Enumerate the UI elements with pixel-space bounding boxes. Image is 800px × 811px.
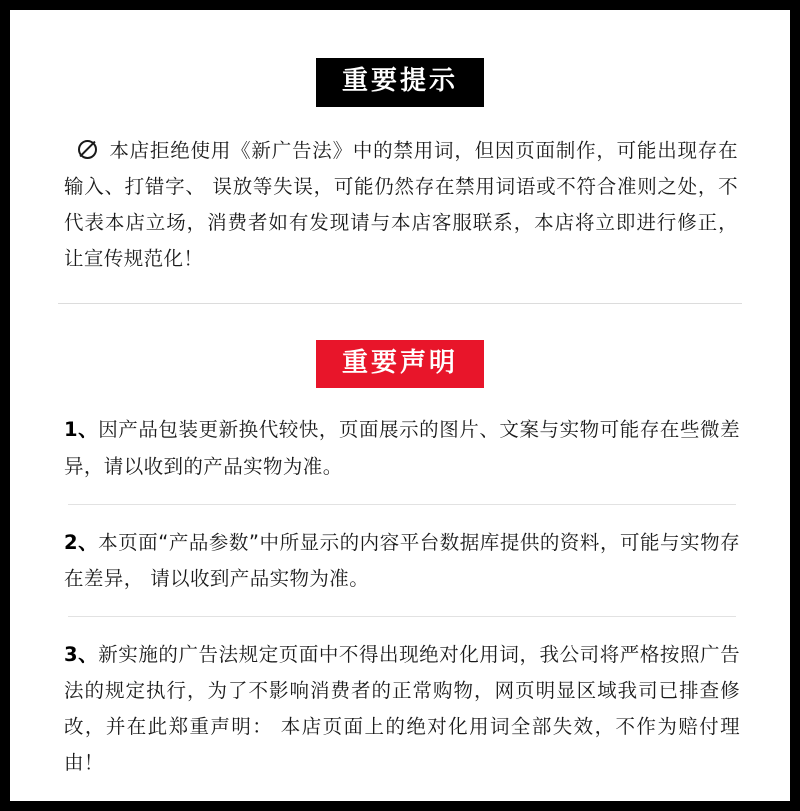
statement-list [50, 412, 750, 781]
list-item-number: 1、 [64, 418, 99, 442]
list-item-number: 2、 [64, 530, 99, 554]
list-item-text: 因产品包装更新换代较快，页面展示的图片、文案与实物可能存在些微差异，请以收到的产品实物为准。 [64, 418, 740, 478]
notice-paragraph [64, 133, 738, 277]
notice-badge-row [50, 58, 750, 107]
list-item-text: 新实施的广告法规定页面中不得出现绝对化用词，我公司将严格按照广告法的规定执行，为了不影响消费者的正常购物，网页明显区域我司已排查修改，并在此郑重声明： 本店页面上的绝对化用词全部失效，不作为赔付理由！ [64, 642, 740, 774]
notice-body-text: 本店拒绝使用《新广告法》中的禁用词，但因页面制作，可能出现存在输入、打错字、 误放等失误，可能仍然存在禁用词语或不符合准则之处，不代表本店立场，消费者如有发现请与本店客服联系，本店将立即进行修正，让宣传规范化！ [64, 138, 738, 270]
spacer [50, 304, 750, 340]
list-item-number: 3、 [64, 642, 99, 666]
notice-block [50, 133, 750, 277]
document-content [10, 10, 790, 801]
statement-badge: 重要声明 [316, 340, 484, 389]
list-item [64, 637, 740, 781]
item-divider [68, 616, 736, 617]
list-item-text: 本页面“产品参数”中所显示的内容平台数据库提供的资料，可能与实物存在差异， 请以收到产品实物为准。 [64, 530, 741, 590]
statement-badge-row [50, 340, 750, 389]
list-item [64, 525, 740, 597]
list-item [64, 412, 740, 484]
item-divider [68, 504, 736, 505]
notice-badge: 重要提示 [316, 58, 484, 107]
prohibition-icon [78, 140, 97, 159]
